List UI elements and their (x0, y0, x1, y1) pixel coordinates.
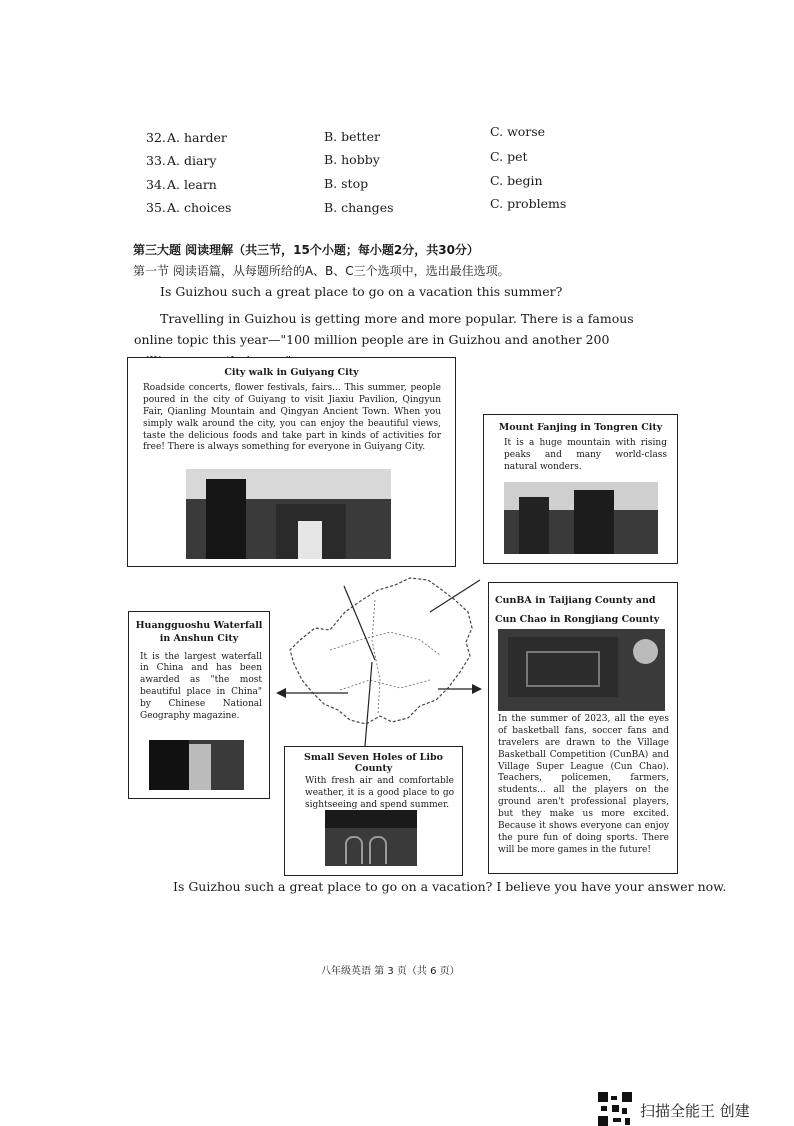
option-32-b: B. better (324, 129, 380, 144)
guiyang-box (127, 357, 456, 567)
section-heading: 第三大题 阅读理解（共三节，15个小题；每小题2分，共30分） (133, 243, 479, 257)
waterfall-title: Huangguoshu Waterfall in Anshun City (135, 620, 263, 645)
cunba-text: In the summer of 2023, all the eyes of basketball fans, soccer fans and travelers are drawn to the Village Basketball Competition (CunBA) and Village Super League (Cun Chao). Teachers, policemen, farmers, students... all the players on the ground aren't professional players, but they make us more excited. Because it shows everyone can enjoy the pure fun of doing sports. There will be more games in the future! (498, 714, 669, 855)
option-34-c: C. begin (490, 173, 543, 188)
libo-photo (325, 810, 417, 866)
page-number: 八年级英语 第 3 页（共 6 页） (321, 966, 460, 977)
option-35-a: A. choices (167, 200, 232, 215)
option-33-c: C. pet (490, 149, 528, 164)
libo-text: With fresh air and comfortable weather, it is a good place to go sightseeing and spend summer. (305, 776, 454, 810)
waterfall-photo (149, 740, 244, 790)
guizhou-map-outline (290, 578, 472, 724)
article-intro: Travelling in Guizhou is getting more and more popular. There is a famous online topic this year—"100 million people are in Guizhou and another 200 (134, 311, 634, 347)
fanjing-photo (504, 482, 658, 554)
qr-code-icon (598, 1092, 632, 1126)
guiyang-text: Roadside concerts, flower festivals, fairs... This summer, people poured in the city of Guiyang to visit Jiaxiu Pavilion, Qingyun Fair, Qianling Mountain and Qingyan Ancient Town. When you simply walk around the city, you can enjoy the beautiful views, taste the delicious foods and take part in kinds of activities for free! There is always something for everyone in Guiyang City. (143, 383, 441, 453)
option-33-num: 33. (146, 153, 166, 168)
scanner-watermark: 扫描全能王 创建 (640, 1102, 750, 1120)
option-35-num: 35. (146, 200, 166, 215)
waterfall-text: It is the largest waterfall in China and has been awarded as "the most beautiful place in China" by Chinese National Geography magazine. (140, 651, 262, 721)
option-33-a: A. diary (167, 153, 217, 168)
connector-libo (365, 662, 372, 746)
libo-box (284, 746, 463, 876)
option-32-a: 32. (146, 130, 166, 145)
section-instruction: 第一节 阅读语篇，从每题所给的A、B、C三个选项中，选出最佳选项。 (133, 264, 510, 278)
cunba-title: CunBA in Taijiang County and Cun Chao in Rongjiang County (495, 595, 660, 625)
option-32-a-text: A. harder (167, 130, 227, 145)
connector-fanjing (430, 580, 480, 612)
option-35-c: C. problems (490, 196, 567, 211)
option-34-a: A. learn (167, 177, 217, 192)
cunba-photo (498, 629, 665, 711)
fanjing-title: Mount Fanjing in Tongren City (498, 422, 663, 433)
option-34-num: 34. (146, 177, 166, 192)
article-closing: Is Guizhou such a great place to go on a vacation? I believe you have your answer now. (173, 879, 727, 894)
option-32-c: C. worse (490, 124, 546, 139)
option-34-b: B. stop (324, 176, 369, 191)
option-33-b: B. hobby (324, 152, 380, 167)
connector-guiyang (344, 586, 375, 660)
waterfall-box (128, 611, 270, 799)
guiyang-title: City walk in Guiyang City (224, 367, 359, 378)
option-35-b: B. changes (324, 200, 394, 215)
guiyang-photo (186, 469, 391, 559)
fanjing-text: It is a huge mountain with rising peaks and many world-class natural wonders. (504, 438, 667, 472)
fanjing-box (483, 414, 678, 564)
article-title: Is Guizhou such a great place to go on a vacation this summer? (160, 284, 563, 299)
libo-title: Small Seven Holes of Libo County (304, 752, 443, 774)
cunba-box (488, 582, 678, 874)
